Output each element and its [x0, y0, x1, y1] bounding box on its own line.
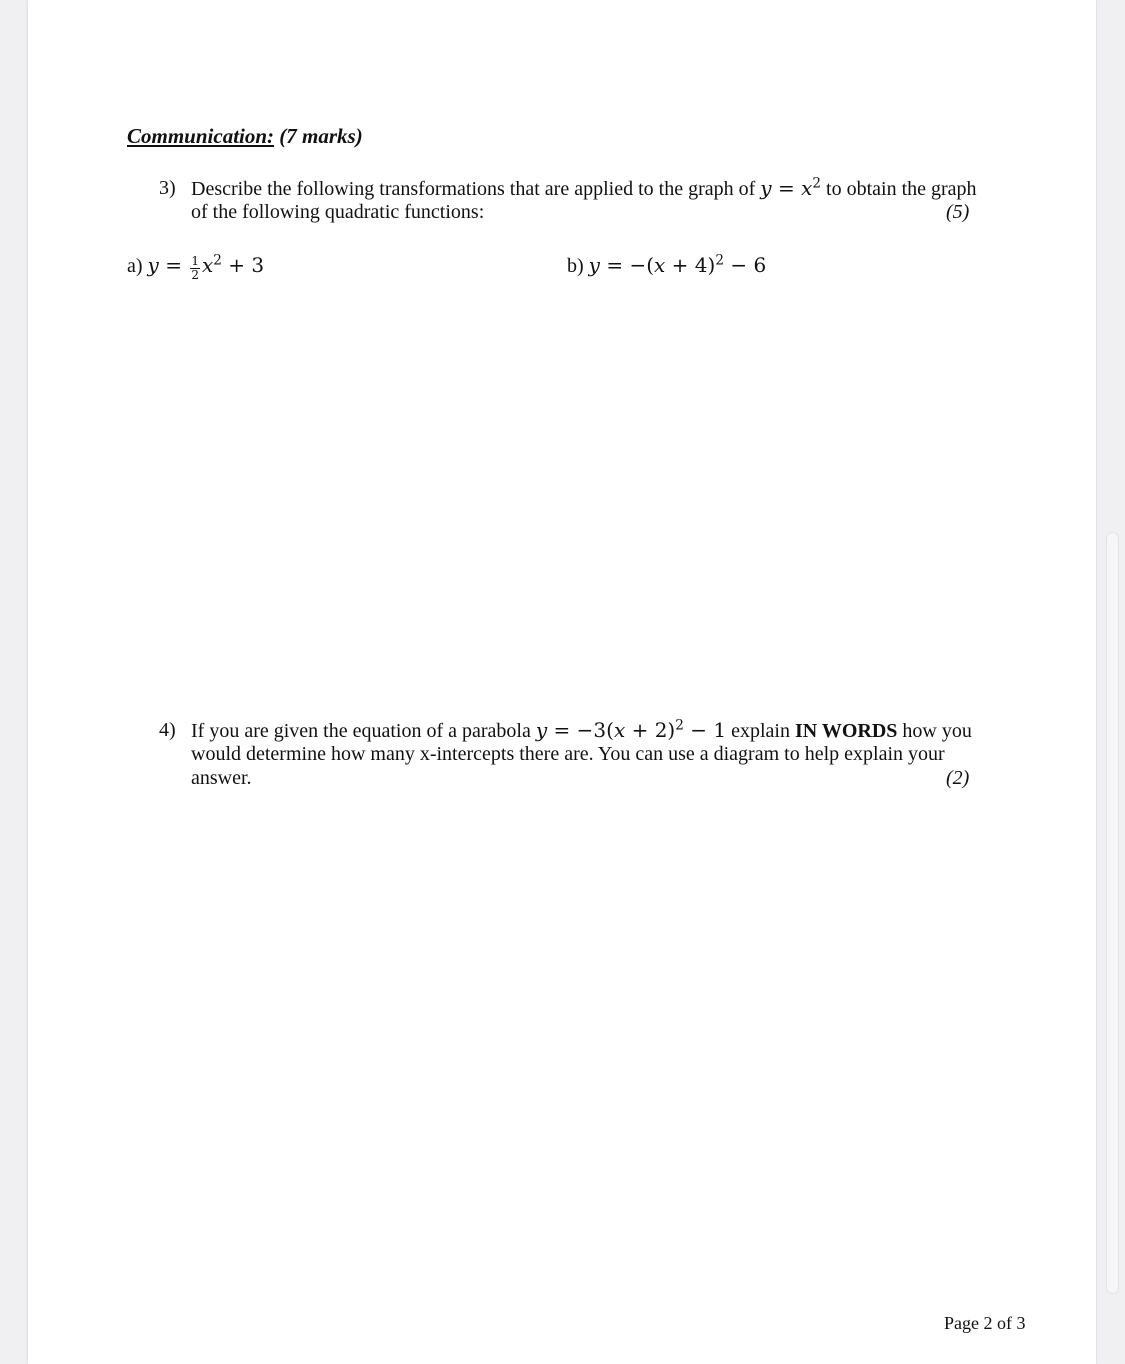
question-4-text-mid: explain	[731, 720, 790, 742]
question-3-text: Describe the following transformations that are applied to the graph of	[191, 178, 756, 200]
section-marks: (7 marks)	[279, 124, 363, 148]
question-4-marks: (2)	[946, 767, 970, 789]
page-number: Page 2 of 3	[944, 1313, 1026, 1333]
part-b-label: b)	[567, 255, 584, 277]
question-4-line-2: would determine how many x-intercepts there are. You can use a diagram to help explain your	[191, 743, 945, 765]
part-b-equation: $y = -(x + 4)^2 - 6$	[588, 252, 767, 277]
question-4-number: 4)	[159, 719, 176, 741]
section-heading	[127, 124, 363, 149]
document-page	[28, 0, 1096, 1364]
question-3-line-1	[191, 176, 977, 201]
question-3-tail: to obtain the graph	[826, 178, 977, 200]
question-3-parent-function: $y = x^2$	[760, 175, 822, 200]
part-a-equation: y = $\frac{1}{2}$ $x^2 + 3$	[147, 252, 265, 282]
part-a-label: a)	[127, 255, 143, 277]
question-4-text-end: how you	[902, 720, 972, 742]
part-a	[127, 253, 264, 282]
scrollbar-thumb[interactable]	[1106, 532, 1119, 1294]
question-3-number: 3)	[159, 177, 176, 199]
section-title: Communication:	[127, 124, 275, 148]
question-3-marks: (5)	[946, 201, 970, 223]
question-4-text-start: If you are given the equation of a parabola	[191, 720, 531, 742]
question-4-line-1	[191, 718, 972, 743]
part-b	[567, 253, 766, 278]
question-3-line-2: of the following quadratic functions:	[191, 201, 485, 223]
question-4-emphasis: IN WORDS	[794, 720, 898, 742]
question-4-equation: $y = -3(x + 2)^2 - 1$	[535, 717, 727, 742]
question-4-line-3: answer.	[191, 767, 252, 789]
